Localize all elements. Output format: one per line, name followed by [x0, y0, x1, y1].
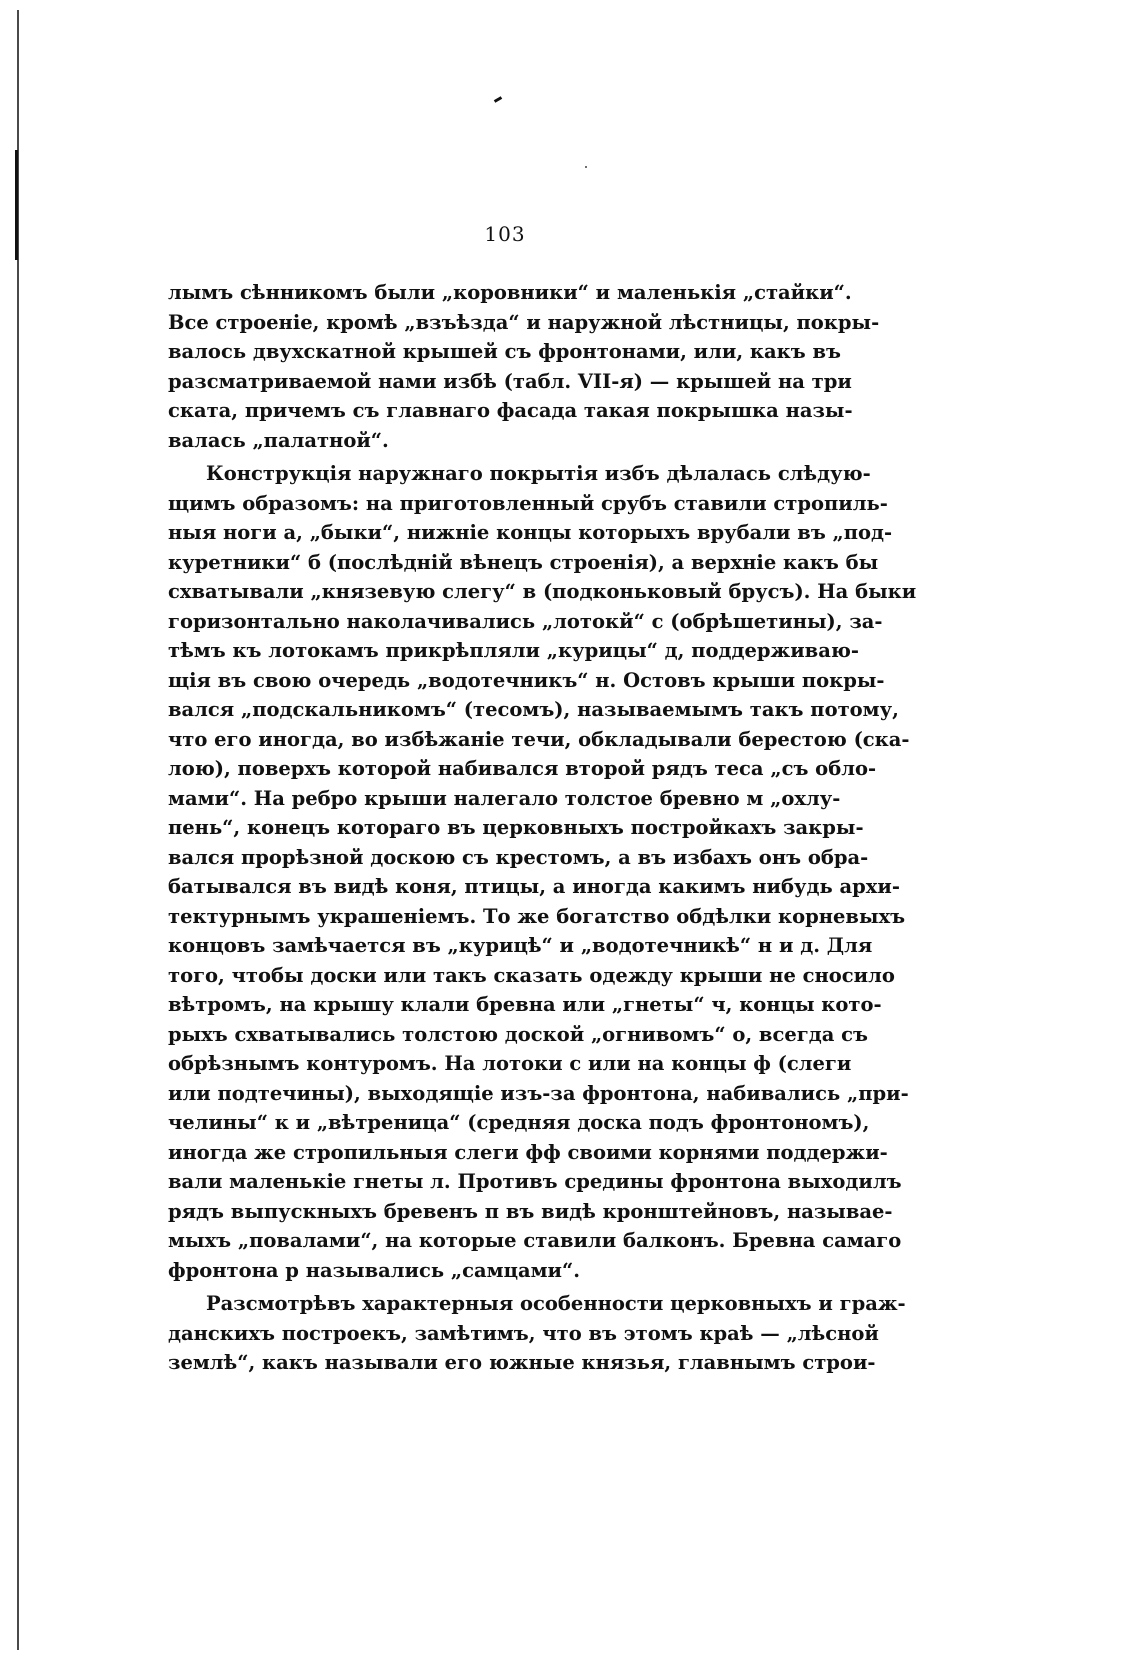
- text-line: данскихъ построекъ, замѣтимъ, что въ этомъ краѣ — „лѣсной: [168, 1321, 879, 1345]
- text-line: валась „палатной“.: [168, 428, 389, 452]
- text-line: валось двухскатной крышей съ фронтонами, или, какъ въ: [168, 340, 841, 363]
- text-line: щія въ свою очередь „водотечникъ“ н. Остовъ крыши покры-: [168, 668, 885, 692]
- text-line: рядъ выпускныхъ бревенъ п въ видѣ кронштейновъ, называе-: [168, 1199, 893, 1223]
- text-line: щимъ образомъ: на приготовленный срубъ ставили стропиль-: [168, 491, 888, 515]
- text-line: схватывали „князевую слегу“ в (подконьковый брусъ). На быки: [168, 580, 917, 603]
- text-line: лымъ сѣнникомъ были „коровники“ и маленькія „стайки“.: [168, 281, 852, 304]
- text-line: разсматриваемой нами избѣ (табл. VII-я) — крышей на три: [168, 369, 852, 393]
- text-line: лою), поверхъ которой набивался второй рядъ теса „съ обло-: [168, 757, 877, 780]
- text-line: землѣ“, какъ называли его южные князья, главнымъ строи-: [168, 1351, 876, 1374]
- text-line: ныя ноги а, „быки“, нижніе концы которыхъ врубали въ „под-: [168, 521, 893, 544]
- text-line: того, чтобы доски или такъ сказать одежду крыши не сносило: [168, 963, 895, 987]
- text-line: Конструкція наружнаго покрытія избъ дѣлалась слѣдую-: [206, 462, 871, 485]
- text-line: иногда же стропильныя слеги фф своими корнями поддержи-: [168, 1140, 888, 1164]
- text-line: вался „подскальникомъ“ (тесомъ), называемымъ такъ потому,: [168, 698, 899, 721]
- text-line: что его иногда, во избѣжаніе течи, обкладывали берестою (ска-: [168, 727, 910, 751]
- page-number: 103: [484, 222, 526, 246]
- text-line: мыхъ „повалами“, на которые ставили балконъ. Бревна самаго: [168, 1229, 902, 1252]
- text-line: челины“ к и „вѣтреница“ (средняя доска подъ фронтономъ),: [168, 1111, 870, 1134]
- scan-speck: [494, 96, 502, 103]
- text-line: мами“. На ребро крыши налегало толстое бревно м „охлу-: [168, 786, 841, 810]
- text-line: вался прорѣзной доскою съ крестомъ, а въ избахъ онъ обра-: [168, 845, 869, 869]
- text-line: обрѣзнымъ контуромъ. На лотоки с или на концы ф (слеги: [168, 1052, 852, 1075]
- text-line: вѣтромъ, на крышу клали бревна или „гнеты“ ч, концы кото-: [168, 993, 882, 1016]
- text-line: тѣмъ къ лотокамъ прикрѣпляли „курицы“ д, поддерживаю-: [168, 639, 859, 662]
- text-line: Все строеніе, кромѣ „взъѣзда“ и наружной лѣстницы, покры-: [168, 310, 880, 334]
- text-line: куретники“ б (послѣдній вѣнецъ строенія), а верхніе какъ бы: [168, 550, 879, 574]
- text-line: или подтечины), выходящіе изъ-за фронтона, набивались „при-: [168, 1081, 909, 1105]
- text-line: пень“, конецъ котораго въ церковныхъ постройкахъ закры-: [168, 816, 864, 839]
- text-line: батывался въ видѣ коня, птицы, а иногда какимъ нибудь архи-: [168, 875, 900, 898]
- scan-speck: [585, 166, 587, 168]
- scan-edge-mark: [15, 150, 18, 260]
- text-line: ската, причемъ съ главнаго фасада такая покрышка назы-: [168, 399, 853, 422]
- text-line: горизонтально наколачивались „лотокй“ с (обрѣшетины), за-: [168, 609, 883, 633]
- body-text: [168, 278, 917, 1378]
- text-line: рыхъ схватывались толстою доской „огнивомъ“ о, всегда съ: [168, 1022, 868, 1046]
- text-line: вали маленькіе гнеты л. Противъ средины фронтона выходилъ: [168, 1170, 902, 1193]
- text-line: тектурнымъ украшеніемъ. То же богатство обдѣлки корневыхъ: [168, 904, 906, 928]
- text-line: Разсмотрѣвъ характерныя особенности церковныхъ и граж-: [206, 1292, 906, 1315]
- text-line: фронтона р назывались „самцами“.: [168, 1258, 581, 1282]
- text-line: концовъ замѣчается въ „курицѣ“ и „водотечникѣ“ н и д. Для: [168, 934, 873, 957]
